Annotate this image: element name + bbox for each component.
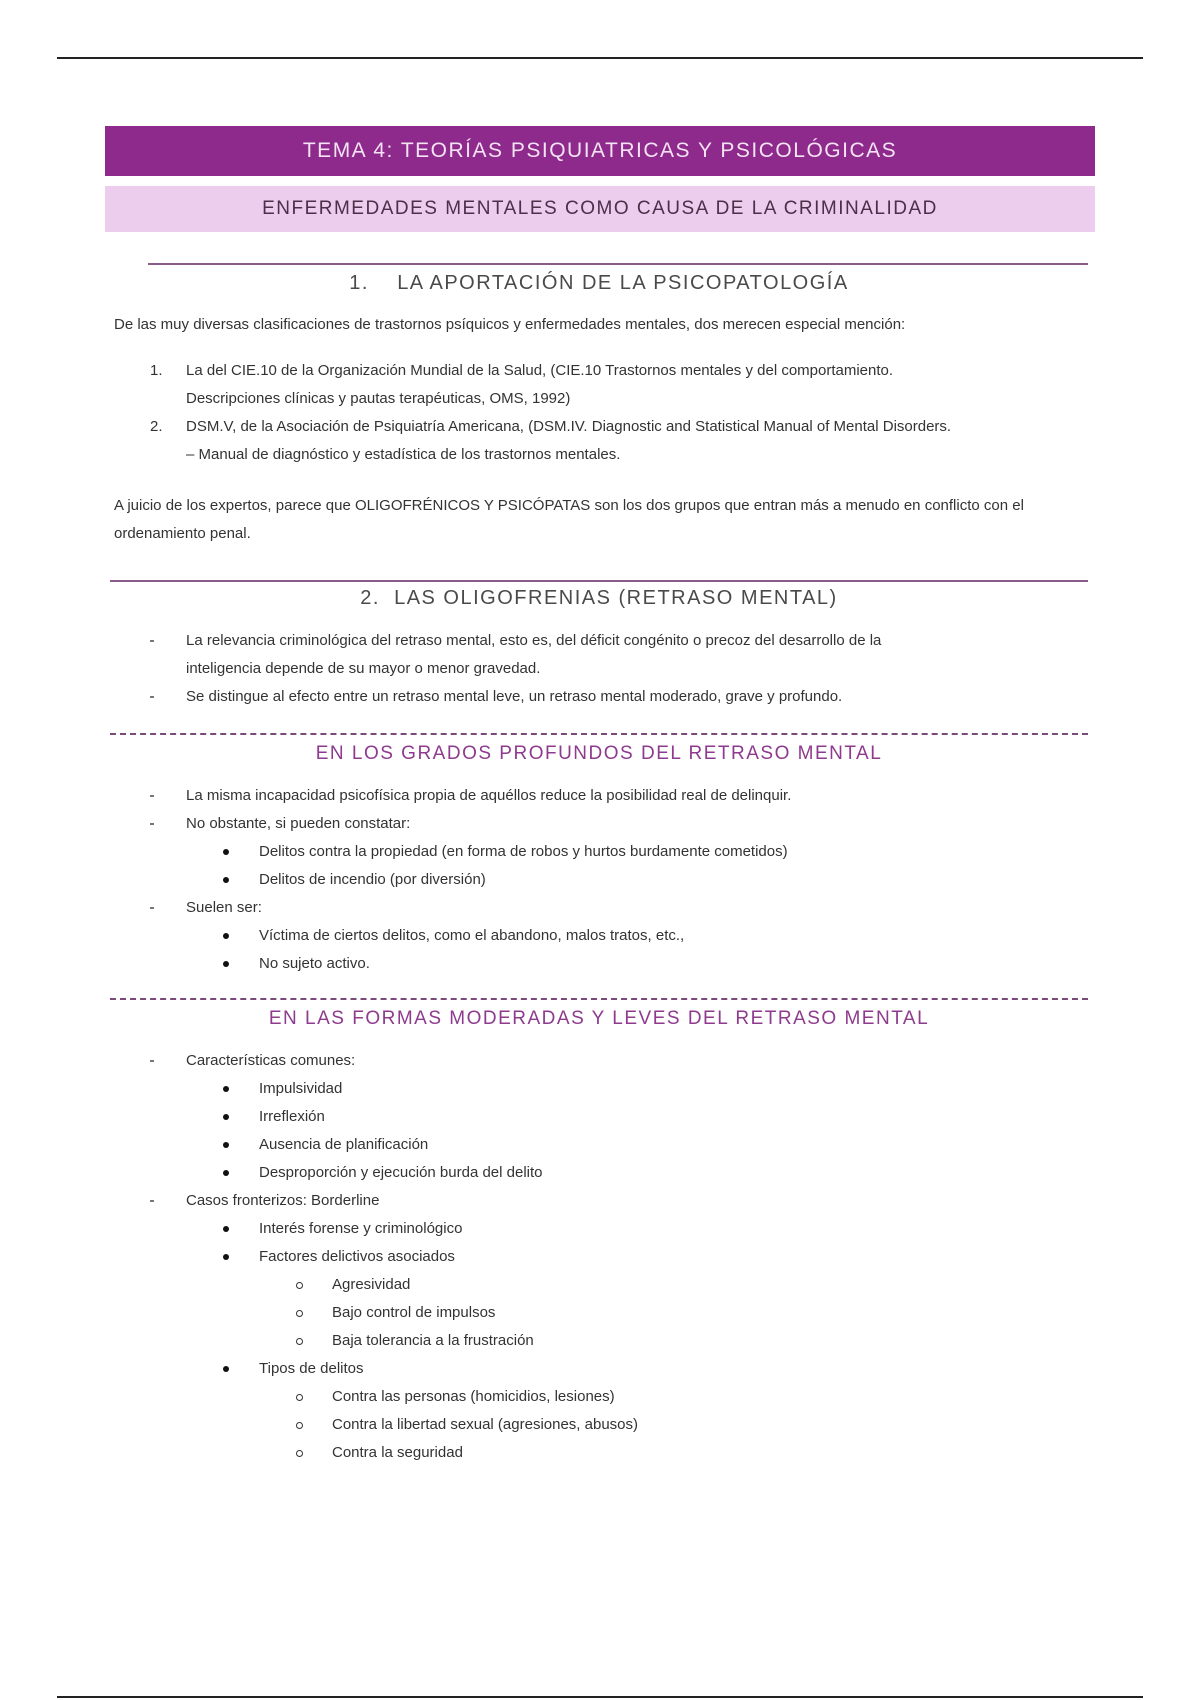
list-item-text: Ausencia de planificación: [259, 1136, 429, 1153]
section-2-list: [110, 627, 1100, 711]
dash-bullet-icon: [150, 640, 154, 642]
list-item: [110, 1103, 1100, 1131]
list-item-text: Agresividad: [332, 1276, 411, 1293]
list-item: [110, 357, 1100, 413]
list-item: [110, 1383, 1100, 1411]
dot-bullet-icon: [223, 933, 229, 939]
section-1-heading: [110, 272, 1088, 295]
dot-bullet-icon: [223, 1254, 229, 1260]
list-item: [110, 1411, 1100, 1439]
section-3-dashed-rule: [110, 733, 1088, 735]
list-item: [110, 1131, 1100, 1159]
list-item-text: Delitos contra la propiedad (en forma de robos y hurtos burdamente cometidos): [259, 843, 788, 860]
circle-bullet-icon: [296, 1282, 303, 1289]
dash-bullet-icon: [150, 1060, 154, 1062]
list-item-text: Delitos de incendio (por diversión): [259, 871, 486, 888]
page-top-rule: [57, 57, 1143, 59]
list-item-line: Se distingue al efecto entre un retraso mental leve, un retraso mental moderado, grave y profundo.: [186, 688, 843, 705]
list-item: [110, 810, 1100, 838]
list-item: [110, 1075, 1100, 1103]
circle-bullet-icon: [296, 1394, 303, 1401]
dot-bullet-icon: [223, 1086, 229, 1092]
list-item-text: Desproporción y ejecución burda del delito: [259, 1164, 543, 1181]
dash-bullet-icon: [150, 823, 154, 825]
list-item-text: Bajo control de impulsos: [332, 1304, 496, 1321]
list-item: [110, 1187, 1100, 1215]
list-item: [110, 1355, 1100, 1383]
list-item: [110, 1047, 1100, 1075]
list-item-line: DSM.V, de la Asociación de Psiquiatría Americana, (DSM.IV. Diagnostic and Statistical Manual of Mental Disorders.: [186, 418, 952, 435]
list-item-text: Víctima de ciertos delitos, como el abandono, malos tratos, etc.,: [259, 927, 685, 944]
dot-bullet-icon: [223, 1142, 229, 1148]
section-2-heading-text: 2. LAS OLIGOFRENIAS (RETRASO MENTAL): [360, 587, 838, 609]
list-item: [110, 1439, 1100, 1467]
list-item: [110, 922, 1100, 950]
dot-bullet-icon: [223, 877, 229, 883]
list-item: [110, 866, 1100, 894]
dot-bullet-icon: [223, 1170, 229, 1176]
section-2-heading: [110, 587, 1088, 610]
document-title: TEMA 4: TEORÍAS PSIQUIATRICAS Y PSICOLÓGICAS: [302, 139, 898, 162]
list-item: [110, 1327, 1100, 1355]
list-item-text: Irreflexión: [259, 1108, 325, 1125]
list-item-line: La relevancia criminológica del retraso mental, esto es, del déficit congénito o precoz del desarrollo de la: [186, 632, 882, 649]
list-item: [110, 894, 1100, 922]
list-item: [110, 1271, 1100, 1299]
list-item-text: Impulsividad: [259, 1080, 343, 1097]
list-item-text: Suelen ser:: [186, 899, 262, 916]
dash-bullet-icon: [150, 795, 154, 797]
list-item-text: Casos fronterizos: Borderline: [186, 1192, 380, 1209]
dash-bullet-icon: [150, 907, 154, 909]
list-item: [110, 413, 1100, 469]
section-1-conclusion: A juicio de los expertos, parece que OLIGOFRÉNICOS Y PSICÓPATAS son los dos grupos que entran más a menudo en conflicto con el ordenamiento penal.: [114, 497, 1024, 542]
list-item-line: – Manual de diagnóstico y estadística de los trastornos mentales.: [186, 446, 621, 463]
list-item-text: La misma incapacidad psicofísica propia de aquéllos reduce la posibilidad real de delinquir.: [186, 787, 792, 804]
dot-bullet-icon: [223, 1114, 229, 1120]
circle-bullet-icon: [296, 1338, 303, 1345]
list-number: 1.: [150, 362, 163, 379]
circle-bullet-icon: [296, 1450, 303, 1457]
list-item-line: Descripciones clínicas y pautas terapéuticas, OMS, 1992): [186, 390, 571, 407]
list-item-text: No obstante, si pueden constatar:: [186, 815, 411, 832]
section-4-heading: EN LAS FORMAS MODERADAS Y LEVES DEL RETRASO MENTAL: [268, 1008, 930, 1029]
dot-bullet-icon: [223, 1226, 229, 1232]
circle-bullet-icon: [296, 1310, 303, 1317]
list-item: [110, 782, 1100, 810]
document-title-banner: [105, 126, 1095, 176]
list-item: [110, 1215, 1100, 1243]
dot-bullet-icon: [223, 849, 229, 855]
section-1-intro: De las muy diversas clasificaciones de trastornos psíquicos y enfermedades mentales, dos merecen especial mención:: [114, 316, 906, 333]
list-item: [110, 683, 1100, 711]
list-item: [110, 627, 1100, 683]
list-item: [110, 838, 1100, 866]
document-subtitle: ENFERMEDADES MENTALES COMO CAUSA DE LA CRIMINALIDAD: [262, 198, 938, 219]
list-item: [110, 1159, 1100, 1187]
list-item-text: Factores delictivos asociados: [259, 1248, 455, 1265]
section-3-heading: EN LOS GRADOS PROFUNDOS DEL RETRASO MENTAL: [315, 743, 883, 764]
list-item: [110, 1299, 1100, 1327]
section-2-rule: [110, 580, 1088, 582]
list-item-text: Contra las personas (homicidios, lesiones): [332, 1388, 615, 1405]
section-4-list: [110, 1047, 1100, 1467]
section-1-heading-text: 1. LA APORTACIÓN DE LA PSICOPATOLOGÍA: [349, 272, 849, 294]
dot-bullet-icon: [223, 1366, 229, 1372]
section-1-list: [110, 357, 1100, 469]
list-item-line: La del CIE.10 de la Organización Mundial de la Salud, (CIE.10 Trastornos mentales y del comportamiento.: [186, 362, 894, 379]
list-item-text: Contra la seguridad: [332, 1444, 463, 1461]
list-item-text: Tipos de delitos: [259, 1360, 364, 1377]
list-item-text: Características comunes:: [186, 1052, 356, 1069]
list-item: [110, 1243, 1100, 1271]
circle-bullet-icon: [296, 1422, 303, 1429]
dash-bullet-icon: [150, 696, 154, 698]
list-item-line: inteligencia depende de su mayor o menor gravedad.: [186, 660, 541, 677]
dot-bullet-icon: [223, 961, 229, 967]
list-item-text: Baja tolerancia a la frustración: [332, 1332, 534, 1349]
section-4-dashed-rule: [110, 998, 1088, 1000]
dash-bullet-icon: [150, 1200, 154, 1202]
list-item-text: No sujeto activo.: [259, 955, 370, 972]
section-3-list: [110, 782, 1100, 978]
list-number: 2.: [150, 418, 163, 435]
document-subtitle-banner: [105, 186, 1095, 232]
page-bottom-rule: [57, 1696, 1143, 1698]
list-item-text: Interés forense y criminológico: [259, 1220, 463, 1237]
list-item-text: Contra la libertad sexual (agresiones, abusos): [332, 1416, 638, 1433]
section-1-rule: [148, 263, 1088, 265]
list-item: [110, 950, 1100, 978]
